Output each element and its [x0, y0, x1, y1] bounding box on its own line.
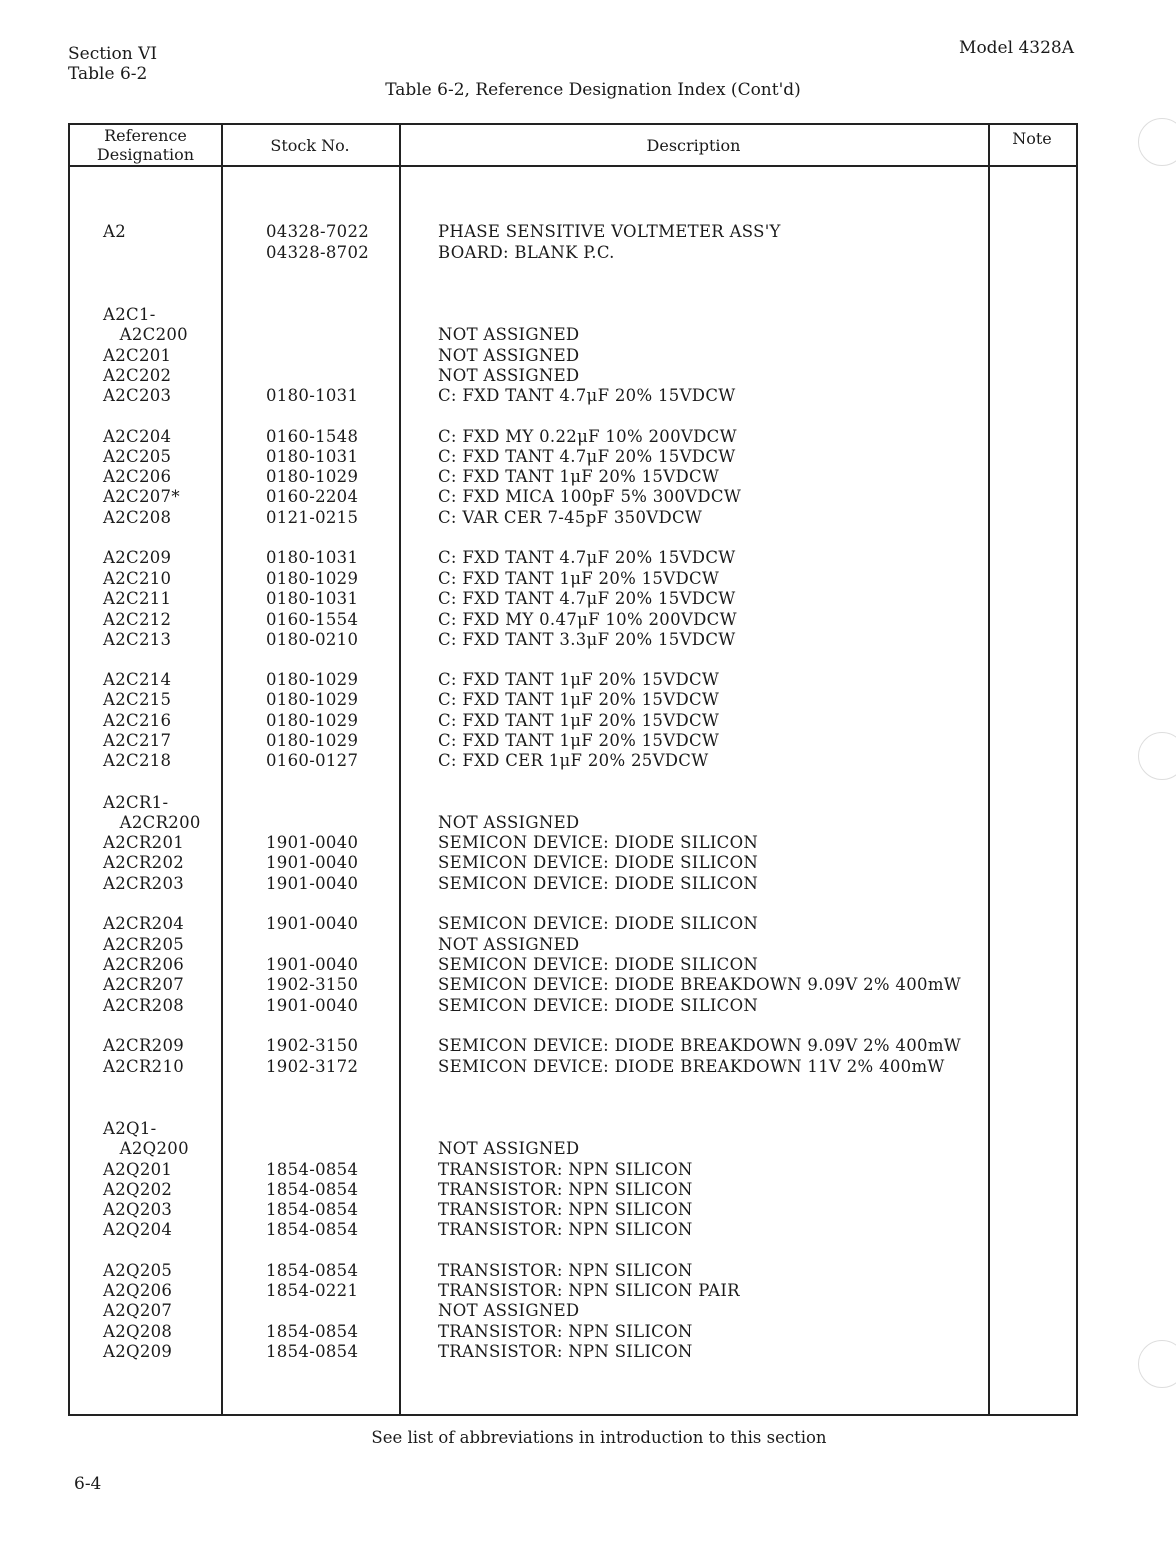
stock-number-cell: 0160-1554	[266, 610, 359, 629]
reference-cell: A2C215	[103, 690, 172, 709]
description-cell: TRANSISTOR: NPN SILICON	[438, 1322, 693, 1341]
description-cell: TRANSISTOR: NPN SILICON	[438, 1180, 693, 1199]
description-cell: TRANSISTOR: NPN SILICON PAIR	[438, 1281, 740, 1300]
description-cell: SEMICON DEVICE: DIODE SILICON	[438, 996, 759, 1015]
description-cell: C: FXD TANT 1μF 20% 15VDCW	[438, 711, 720, 730]
stock-number-cell: 04328-7022	[266, 222, 370, 241]
stock-number-cell: 1854-0854	[266, 1261, 359, 1280]
stock-number-cell: 1901-0040	[266, 996, 359, 1015]
reference-cell: A2C211	[103, 589, 172, 608]
reference-cell: A2C207*	[103, 487, 180, 506]
description-cell: C: FXD TANT 1μF 20% 15VDCW	[438, 690, 720, 709]
stock-number-cell: 0180-1031	[266, 447, 359, 466]
stock-number-cell: 1902-3172	[266, 1057, 359, 1076]
reference-cell: A2C1-	[103, 305, 156, 324]
stock-number-cell: 0160-1548	[266, 427, 359, 446]
description-cell: NOT ASSIGNED	[438, 1139, 580, 1158]
description-cell: SEMICON DEVICE: DIODE SILICON	[438, 955, 759, 974]
stock-number-cell: 1901-0040	[266, 853, 359, 872]
description-cell: TRANSISTOR: NPN SILICON	[438, 1261, 693, 1280]
description-cell: C: FXD CER 1μF 20% 25VDCW	[438, 751, 709, 770]
stock-number-cell: 1854-0854	[266, 1180, 359, 1199]
description-cell: SEMICON DEVICE: DIODE BREAKDOWN 11V 2% 400mW	[438, 1057, 945, 1076]
reference-cell: A2Q209	[103, 1342, 173, 1361]
description-cell: SEMICON DEVICE: DIODE SILICON	[438, 833, 759, 852]
col-header-description: Description	[646, 135, 741, 155]
binder-hole	[1138, 1340, 1176, 1388]
header-divider	[70, 165, 1076, 167]
stock-number-cell: 1854-0854	[266, 1220, 359, 1239]
reference-cell: A2C204	[103, 427, 172, 446]
reference-cell: A2CR208	[103, 996, 185, 1015]
stock-number-cell: 0180-1031	[266, 386, 359, 405]
description-cell: C: VAR CER 7-45pF 350VDCW	[438, 508, 703, 527]
description-cell: TRANSISTOR: NPN SILICON	[438, 1200, 693, 1219]
stock-number-cell: 0121-0215	[266, 508, 359, 527]
description-cell: NOT ASSIGNED	[438, 935, 580, 954]
description-cell: SEMICON DEVICE: DIODE SILICON	[438, 874, 759, 893]
description-cell: SEMICON DEVICE: DIODE SILICON	[438, 853, 759, 872]
description-cell: C: FXD TANT 1μF 20% 15VDCW	[438, 467, 720, 486]
reference-cell: A2Q207	[103, 1301, 173, 1320]
stock-number-cell: 0180-1031	[266, 548, 359, 567]
description-cell: TRANSISTOR: NPN SILICON	[438, 1160, 693, 1179]
stock-number-cell: 0180-0210	[266, 630, 359, 649]
description-cell: C: FXD TANT 4.7μF 20% 15VDCW	[438, 386, 736, 405]
reference-cell: A2Q202	[103, 1180, 173, 1199]
stock-number-cell: 1902-3150	[266, 1036, 359, 1055]
stock-number-cell: 1901-0040	[266, 833, 359, 852]
reference-cell: A2C200	[103, 325, 188, 344]
column-divider	[399, 125, 401, 1414]
description-cell: TRANSISTOR: NPN SILICON	[438, 1220, 693, 1239]
description-cell: C: FXD MICA 100pF 5% 300VDCW	[438, 487, 742, 506]
description-cell: C: FXD TANT 4.7μF 20% 15VDCW	[438, 548, 736, 567]
stock-number-cell: 0180-1029	[266, 731, 359, 750]
stock-number-cell: 1854-0854	[266, 1322, 359, 1341]
stock-number-cell: 0180-1029	[266, 467, 359, 486]
stock-number-cell: 1854-0854	[266, 1160, 359, 1179]
footer-note: See list of abbreviations in introduction to this section	[371, 1428, 827, 1447]
description-cell: C: FXD TANT 1μF 20% 15VDCW	[438, 731, 720, 750]
model-label: Model 4328A	[959, 38, 1074, 58]
description-cell: C: FXD TANT 4.7μF 20% 15VDCW	[438, 447, 736, 466]
reference-cell: A2C212	[103, 610, 172, 629]
description-cell: C: FXD MY 0.47μF 10% 200VDCW	[438, 610, 737, 629]
column-divider	[988, 125, 990, 1414]
table-title: Table 6-2, Reference Designation Index (Cont'd)	[385, 80, 801, 100]
stock-number-cell: 0180-1031	[266, 589, 359, 608]
description-cell: C: FXD TANT 3.3μF 20% 15VDCW	[438, 630, 736, 649]
reference-cell: A2CR206	[103, 955, 185, 974]
reference-cell: A2C205	[103, 447, 172, 466]
description-cell: C: FXD MY 0.22μF 10% 200VDCW	[438, 427, 737, 446]
reference-cell: A2CR210	[103, 1057, 185, 1076]
reference-cell: A2CR203	[103, 874, 185, 893]
reference-cell: A2C208	[103, 508, 172, 527]
reference-cell: A2CR209	[103, 1036, 185, 1055]
stock-number-cell: 1901-0040	[266, 955, 359, 974]
stock-number-cell: 1902-3150	[266, 975, 359, 994]
section-label: Section VI	[68, 44, 158, 64]
description-cell: SEMICON DEVICE: DIODE SILICON	[438, 914, 759, 933]
reference-cell: A2Q201	[103, 1160, 173, 1179]
description-cell: NOT ASSIGNED	[438, 813, 580, 832]
col-header-note: Note	[1012, 129, 1052, 148]
reference-cell: A2Q205	[103, 1261, 173, 1280]
reference-cell: A2CR201	[103, 833, 185, 852]
description-cell: NOT ASSIGNED	[438, 1301, 580, 1320]
reference-cell: A2C201	[103, 346, 172, 365]
reference-cell: A2CR204	[103, 914, 185, 933]
stock-number-cell: 0180-1029	[266, 711, 359, 730]
description-cell: NOT ASSIGNED	[438, 366, 580, 385]
reference-cell: A2C209	[103, 548, 172, 567]
description-cell: TRANSISTOR: NPN SILICON	[438, 1342, 693, 1361]
reference-cell: A2C213	[103, 630, 172, 649]
reference-cell: A2C217	[103, 731, 172, 750]
description-cell: C: FXD TANT 1μF 20% 15VDCW	[438, 569, 720, 588]
reference-cell: A2CR207	[103, 975, 185, 994]
table-label: Table 6-2	[68, 64, 148, 84]
col-header-reference: Reference Designation	[96, 126, 195, 164]
stock-number-cell: 0180-1029	[266, 690, 359, 709]
reference-cell: A2C203	[103, 386, 172, 405]
reference-cell: A2Q204	[103, 1220, 173, 1239]
column-divider	[221, 125, 223, 1414]
stock-number-cell: 04328-8702	[266, 243, 370, 262]
stock-number-cell: 0160-0127	[266, 751, 359, 770]
description-cell: PHASE SENSITIVE VOLTMETER ASS'Y	[438, 222, 781, 241]
description-cell: C: FXD TANT 4.7μF 20% 15VDCW	[438, 589, 736, 608]
reference-cell: A2C216	[103, 711, 172, 730]
reference-cell: A2CR200	[103, 813, 201, 832]
stock-number-cell: 1854-0221	[266, 1281, 359, 1300]
stock-number-cell: 0180-1029	[266, 569, 359, 588]
reference-cell: A2Q208	[103, 1322, 173, 1341]
reference-cell: A2CR205	[103, 935, 185, 954]
reference-cell: A2Q1-	[103, 1119, 157, 1138]
binder-hole	[1138, 732, 1176, 780]
reference-cell: A2CR202	[103, 853, 185, 872]
reference-cell: A2Q206	[103, 1281, 173, 1300]
description-cell: NOT ASSIGNED	[438, 325, 580, 344]
reference-cell: A2C210	[103, 569, 172, 588]
stock-number-cell: 1854-0854	[266, 1200, 359, 1219]
reference-cell: A2C214	[103, 670, 172, 689]
description-cell: SEMICON DEVICE: DIODE BREAKDOWN 9.09V 2% 400mW	[438, 975, 962, 994]
col-header-stock: Stock No.	[270, 135, 350, 155]
stock-number-cell: 0160-2204	[266, 487, 359, 506]
page-number: 6-4	[74, 1474, 102, 1494]
reference-cell: A2C206	[103, 467, 172, 486]
description-cell: SEMICON DEVICE: DIODE BREAKDOWN 9.09V 2% 400mW	[438, 1036, 962, 1055]
stock-number-cell: 1901-0040	[266, 874, 359, 893]
reference-cell: A2	[103, 222, 127, 241]
description-cell: NOT ASSIGNED	[438, 346, 580, 365]
description-cell: BOARD: BLANK P.C.	[438, 243, 615, 262]
stock-number-cell: 0180-1029	[266, 670, 359, 689]
stock-number-cell: 1901-0040	[266, 914, 359, 933]
reference-cell: A2Q200	[103, 1139, 189, 1158]
binder-hole	[1138, 118, 1176, 166]
stock-number-cell: 1854-0854	[266, 1342, 359, 1361]
reference-cell: A2CR1-	[103, 793, 169, 812]
reference-cell: A2C218	[103, 751, 172, 770]
description-cell: C: FXD TANT 1μF 20% 15VDCW	[438, 670, 720, 689]
reference-cell: A2C202	[103, 366, 172, 385]
reference-cell: A2Q203	[103, 1200, 173, 1219]
